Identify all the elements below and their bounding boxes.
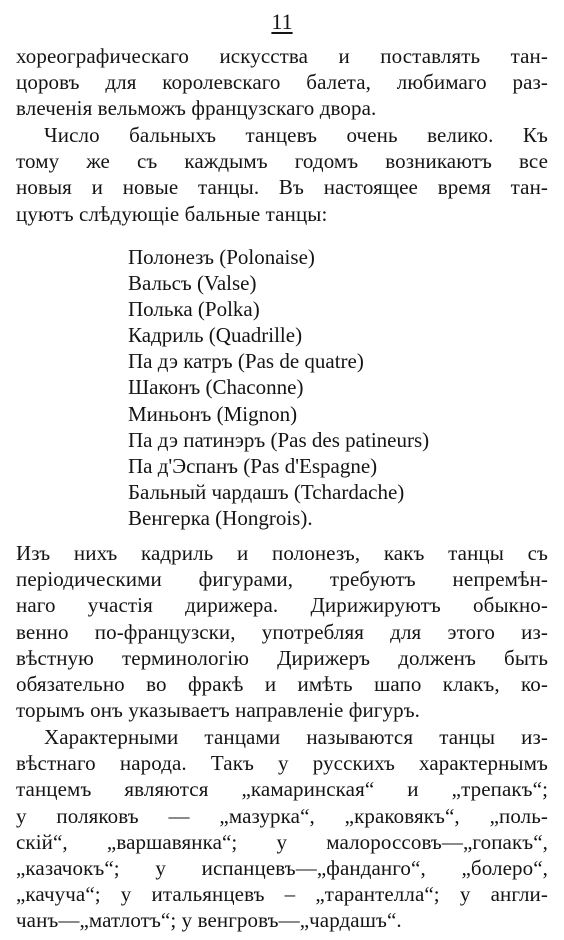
dance-item: Полька (Polka): [128, 297, 260, 322]
dance-item: Вальсъ (Valse): [128, 271, 257, 296]
text-line: Характерными танцами называются танцы из-: [44, 725, 548, 749]
text-line: цуютъ слѣдующіе бальные танцы:: [16, 201, 328, 226]
dance-item: Кадриль (Quadrille): [128, 323, 303, 348]
text-line: наго участія дирижера. Дирижируютъ обыкно-: [16, 593, 548, 618]
text-line: чанъ—„матлотъ“; у венгровъ—„чардашъ“.: [16, 908, 402, 933]
page-number-text: 11: [271, 9, 293, 34]
dance-item: Шаконъ (Chaconne): [128, 375, 304, 400]
text-line: у поляковъ — „мазурка“, „краковякъ“, „поль-: [16, 803, 548, 828]
dance-item: Миньонъ (Mignon): [128, 401, 298, 426]
text-line: „качуча“; у итальянцевъ – „тарантелла“; у англи-: [16, 882, 548, 907]
dance-item: Бальный чардашъ (Tchardache): [128, 479, 405, 504]
text-line: торымъ онъ указываетъ направленіе фигуръ.: [16, 698, 421, 723]
dance-item: Па дэ патинэръ (Pas des patineurs): [128, 427, 430, 452]
paragraph-3: [16, 540, 548, 723]
text-line: вѣстную терминологію Дирижеръ долженъ быть: [16, 645, 548, 670]
text-line: Число бальныхъ танцевъ очень велико. Къ: [44, 123, 548, 147]
dance-list: [128, 244, 429, 531]
text-line: обязательно во фракѣ и имѣть шапо клакъ, ко-: [16, 672, 548, 697]
dance-item: Венгерка (Hongrois).: [128, 505, 313, 530]
text-line: „казачокъ“; у испанцевъ—„фанданго“, „болеро“,: [16, 856, 548, 881]
dance-item: Па д'Эспанъ (Pas d'Espagne): [128, 453, 378, 478]
paragraph-4: [16, 724, 548, 934]
text-line: періодическими фигурами, требуютъ непремѣн-: [16, 567, 548, 592]
dance-item: Полонезъ (Polonaise): [128, 245, 315, 269]
text-line: хореографическаго искусства и поставлять тан-: [16, 44, 548, 68]
text-line: новыя и новые танцы. Въ настоящее время тан-: [16, 175, 548, 200]
text-line: скій“, „варшавянка“; у малороссовъ—„гопакъ“,: [16, 829, 548, 854]
text-line: венно по-французски, употребляя для этого из-: [16, 619, 548, 644]
paragraph-1: [16, 43, 548, 122]
paragraph-2: [16, 122, 548, 227]
text-line: Изъ нихъ кадриль и полонезъ, какъ танцы съ: [16, 541, 548, 565]
text-line: танцемъ являются „камаринская“ и „трепакъ“;: [16, 777, 548, 802]
text-line: вѣстнаго народа. Такъ у русскихъ характернымъ: [16, 751, 548, 776]
page-number: [0, 8, 564, 36]
text-line: влеченія вельможъ французскаго двора.: [16, 96, 377, 121]
text-line: цоровъ для королевскаго балета, любимаго раз-: [16, 70, 548, 95]
text-line: тому же съ каждымъ годомъ возникаютъ все: [16, 149, 548, 174]
dance-item: Па дэ катръ (Pas de quatre): [128, 349, 364, 374]
